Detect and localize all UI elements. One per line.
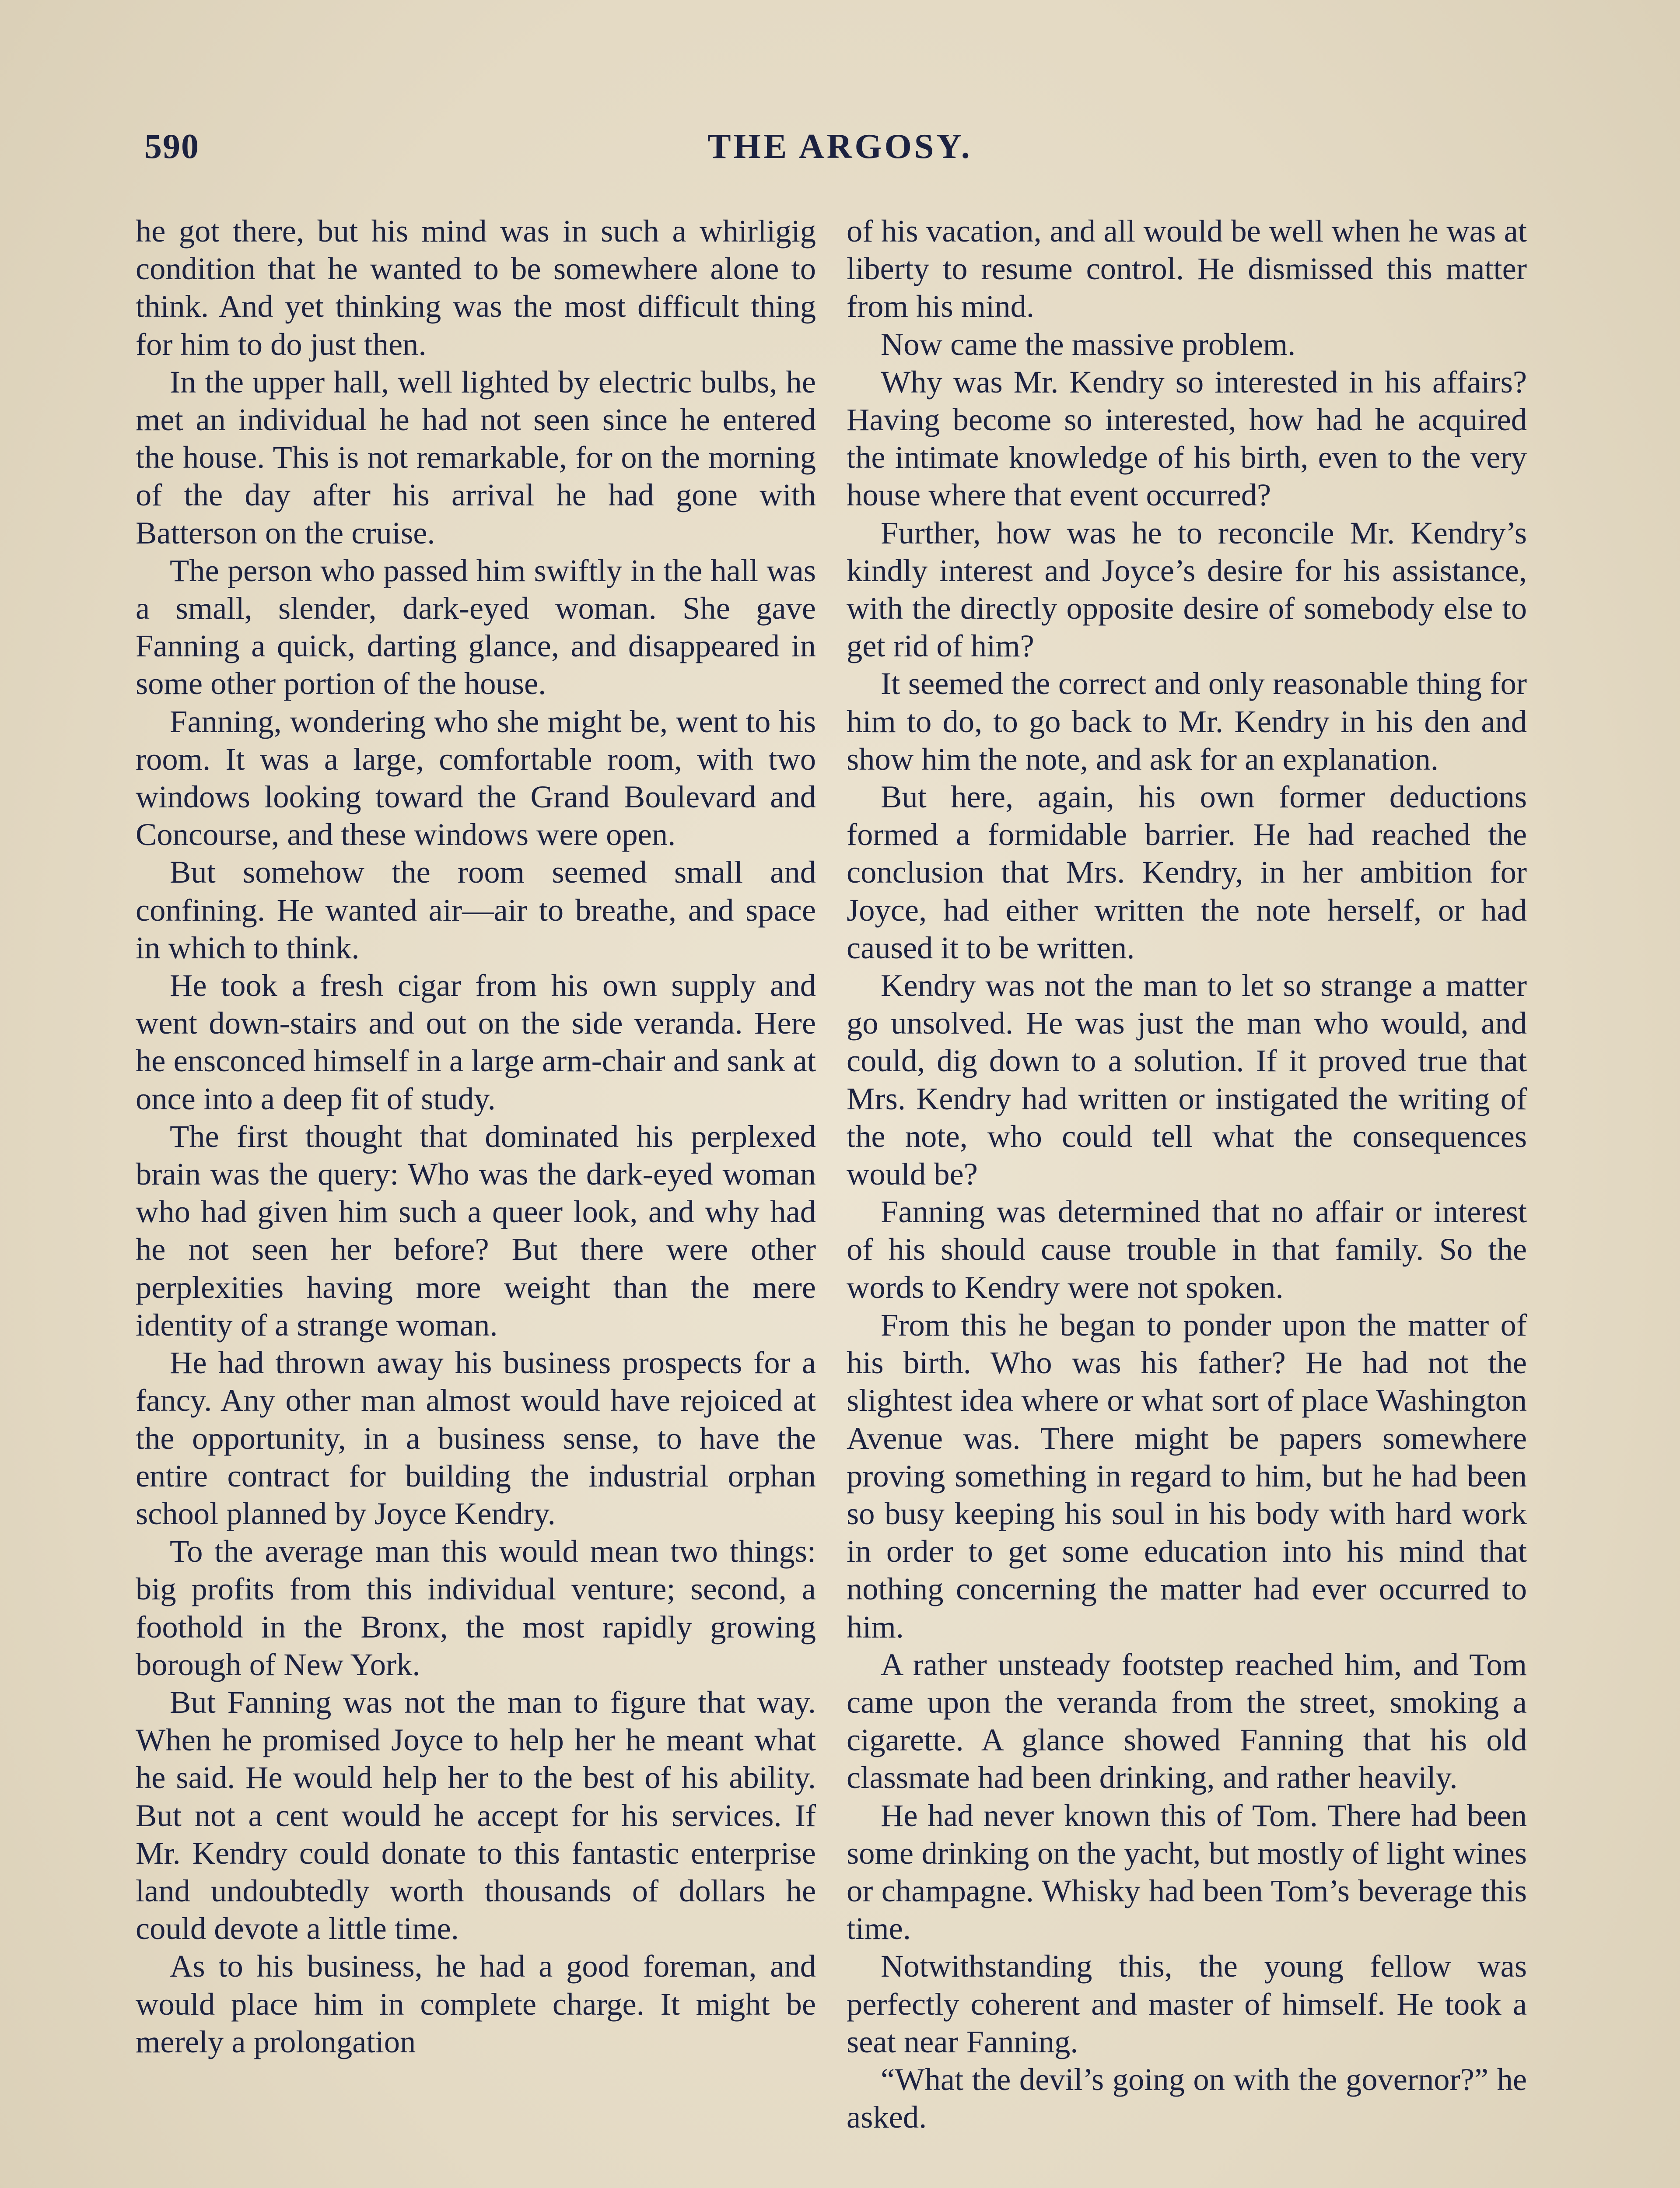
paragraph: But here, again, his own former deductions formed a formidable barrier. He had reached the conclusion that Mrs. Kendry, in her ambition for Joyce, had either written the note herself, or had caused it to be written. — [847, 779, 1527, 965]
paragraph: He took a fresh cigar from his own supply and went down-stairs and out on the side veranda. Here he ensconced himself in a large arm-chair and sank at once into a deep fit of study. — [136, 968, 816, 1116]
paragraph: The person who passed him swiftly in the hall was a small, slender, dark-eyed woman. She gave Fanning a quick, darting glance, and disappeared in some other portion of the house. — [136, 552, 816, 701]
paragraph: “What the devil’s going on with the governor?” he asked. — [847, 2061, 1527, 2135]
paragraph: Kendry was not the man to let so strange a matter go unsolved. He was just the man who would, and could, dig down to a solution. If it proved true that Mrs. Kendry had written or instigated the writing of the note, who could tell what the consequences would be? — [847, 968, 1527, 1192]
paragraph: In the upper hall, well lighted by electric bulbs, he met an individual he had not seen since he entered the house. This is not remarkable, for on the morning of the day after his arrival he had gone with Batterson on the cruise. — [136, 364, 816, 551]
paragraph: Fanning was determined that no affair or interest of his should cause trouble in that family. So the words to Kendry were not spoken. — [847, 1194, 1527, 1305]
paragraph: He had thrown away his business prospects for a fancy. Any other man almost would have rejoiced at the opportunity, in a business sense, to have the entire contract for building the industrial orphan school planned by Joyce Kendry. — [136, 1345, 816, 1531]
paragraph: But somehow the room seemed small and confining. He wanted air—air to breathe, and space in which to think. — [136, 854, 816, 965]
paragraph: To the average man this would mean two things: big profits from this individual venture; second, a foothold in the Bronx, the most rapidly growing borough of New York. — [136, 1533, 816, 1682]
paragraph: Further, how was he to reconcile Mr. Kendry’s kindly interest and Joyce’s desire for his assistance, with the directly opposite desire of somebody else to get rid of him? — [847, 515, 1527, 664]
paragraph: Now came the massive problem. — [881, 326, 1296, 362]
page-number: 590 — [144, 127, 200, 166]
right-column — [847, 212, 1527, 2136]
paragraph: Notwithstanding this, the young fellow was perfectly coherent and master of himself. He took a seat near Fanning. — [847, 1948, 1527, 2059]
paragraph: Fanning, wondering who she might be, went to his room. It was a large, comfortable room, with two windows looking toward the Grand Boulevard and Concourse, and these windows were open. — [136, 703, 816, 852]
page-header — [144, 127, 1536, 179]
paragraph: A rather unsteady footstep reached him, and Tom came upon the veranda from the street, smoking a cigarette. A glance showed Fanning that his old classmate had been drinking, and rather heavily. — [847, 1646, 1527, 1795]
paragraph: Why was Mr. Kendry so interested in his affairs? Having become so interested, how had he acquired the intimate knowledge of his birth, even to the very house where that event occurred? — [847, 364, 1527, 513]
paragraph: The first thought that dominated his perplexed brain was the query: Who was the dark-eyed woman who had given him such a queer look, and why had he not seen her before? But there were other perplexities having more weight than the mere identity of a strange woman. — [136, 1118, 816, 1343]
paragraph: of his vacation, and all would be well when he was at liberty to resume control. He dismissed this matter from his mind. — [847, 213, 1527, 324]
paragraph: It seemed the correct and only reasonable thing for him to do, to go back to Mr. Kendry in his den and show him the note, and ask for an explanation. — [847, 666, 1527, 777]
paragraph: From this he began to ponder upon the matter of his birth. Who was his father? He had not the slightest idea where or what sort of place Washington Avenue was. There might be papers somewhere proving something in regard to him, but he had been so busy keeping his soul in his body with hard work in order to get some education into his mind that nothing concerning the matter had ever occurred to him. — [847, 1307, 1527, 1645]
paragraph: As to his business, he had a good foreman, and would place him in complete charge. It might be merely a prolongation — [136, 1948, 816, 2059]
running-title: THE ARGOSY. — [707, 127, 973, 166]
paragraph: He had never known this of Tom. There had been some drinking on the yacht, but mostly of light wines or champagne. Whisky had been Tom’s beverage this time. — [847, 1797, 1527, 1946]
left-column — [136, 212, 816, 2061]
paragraph: But Fanning was not the man to figure that way. When he promised Joyce to help her he meant what he said. He would help her to the best of his ability. But not a cent would he accept for his services. If Mr. Kendry could donate to this fantastic enterprise land undoubtedly worth thousands of dollars he could devote a little time. — [136, 1684, 816, 1946]
paragraph: he got there, but his mind was in such a whirligig condition that he wanted to be somewhere alone to think. And yet thinking was the most difficult thing for him to do just then. — [136, 213, 816, 362]
